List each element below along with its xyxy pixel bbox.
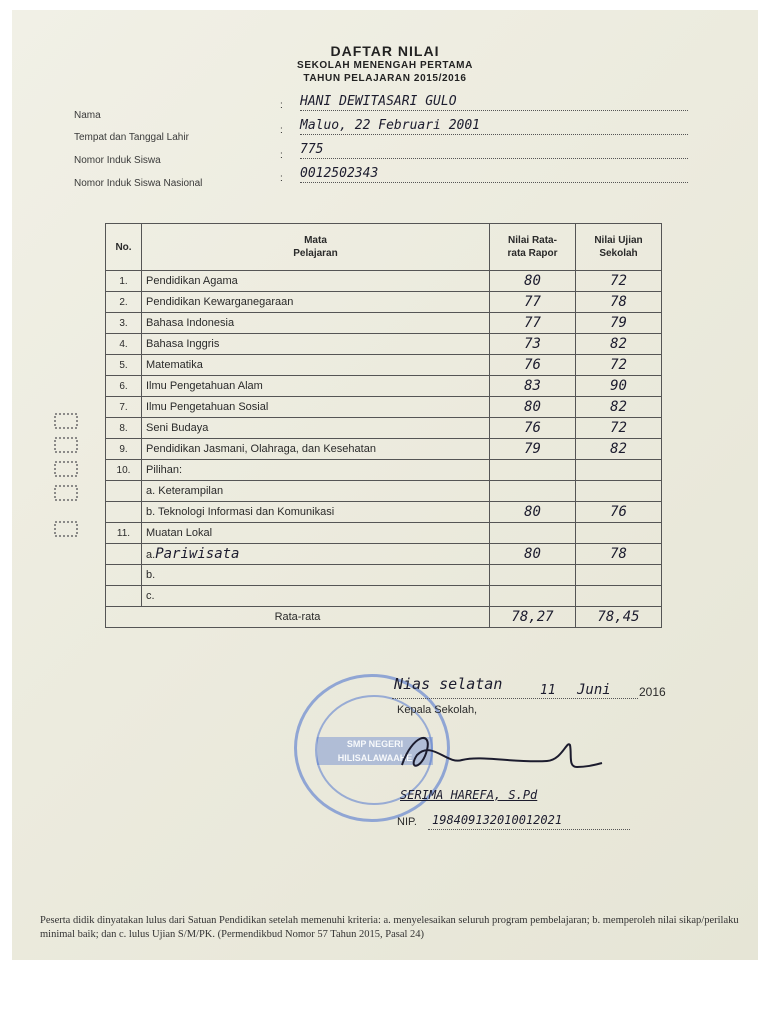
average-label: Rata-rata bbox=[106, 607, 490, 628]
row-no: 7. bbox=[106, 397, 142, 418]
value-nama: HANI DEWITASARI GULO bbox=[300, 94, 457, 109]
row-rapor bbox=[490, 586, 576, 607]
row-ujian: 90 bbox=[576, 376, 662, 397]
table-row bbox=[106, 418, 662, 439]
row-ujian: 78 bbox=[576, 292, 662, 313]
document-title: DAFTAR NILAI bbox=[330, 43, 440, 59]
row-rapor: 73 bbox=[490, 334, 576, 355]
table-row bbox=[106, 355, 662, 376]
table-header-row bbox=[106, 224, 662, 271]
row-subject bbox=[142, 586, 490, 607]
row-subject: Pendidikan Agama bbox=[142, 271, 490, 292]
row-no: 2. bbox=[106, 292, 142, 313]
row-ujian: 82 bbox=[576, 397, 662, 418]
row-ujian: 82 bbox=[576, 334, 662, 355]
table-row bbox=[106, 334, 662, 355]
sub-letter: c. bbox=[146, 590, 155, 602]
row-no-empty bbox=[106, 481, 142, 502]
signature-role: Kepala Sekolah, bbox=[397, 704, 478, 716]
stamp-line-2: HILISALAWAAHE bbox=[337, 753, 413, 763]
row-no-empty bbox=[106, 586, 142, 607]
signature-place: Nias selatan bbox=[394, 675, 503, 693]
average-ujian: 78,45 bbox=[576, 607, 662, 628]
school-level: SEKOLAH MENENGAH PERTAMA bbox=[297, 60, 473, 71]
table-row bbox=[106, 544, 662, 565]
table-row bbox=[106, 565, 662, 586]
handwritten-signature bbox=[372, 725, 612, 785]
label-nis: Nomor Induk Siswa bbox=[74, 155, 161, 166]
row-no: 9. bbox=[106, 439, 142, 460]
row-ujian: 72 bbox=[576, 355, 662, 376]
col-header-subject-2: Pelajaran bbox=[293, 248, 338, 259]
row-rapor bbox=[490, 523, 576, 544]
row-rapor: 83 bbox=[490, 376, 576, 397]
value-nis: 775 bbox=[300, 142, 324, 157]
signature-year: 2016 bbox=[639, 685, 666, 699]
row-subject bbox=[142, 544, 490, 565]
sub-letter: a. bbox=[146, 485, 156, 497]
stamp-line-1: SMP NEGERI bbox=[346, 739, 404, 749]
row-subject: Ilmu Pengetahuan Sosial bbox=[142, 397, 490, 418]
graduation-footnote: Peserta didik dinyatakan lulus dari Satuan Pendidikan setelah memenuhi kriteria: a. menyelesaikan seluruh program pembelajaran; b. memperoleh nilai sikap/perilaku minimal baik; dan c. lulus Ujian S/M/PK. (Permendikbud Nomor 57 Tahun 2015, Pasal 24) bbox=[40, 915, 739, 940]
row-subject: Bahasa Indonesia bbox=[142, 313, 490, 334]
row-subject: Pilihan: bbox=[142, 460, 490, 481]
nip-value: 198409132010012021 bbox=[432, 813, 563, 827]
row-no: 11. bbox=[106, 523, 142, 544]
table-row-muatan bbox=[106, 523, 662, 544]
label-nama: Nama bbox=[74, 110, 101, 121]
col-header-ujian-1: Nilai Ujian bbox=[594, 235, 643, 246]
row-no-empty bbox=[106, 565, 142, 586]
row-ujian bbox=[576, 460, 662, 481]
table-row-average bbox=[106, 607, 662, 628]
table-row bbox=[106, 271, 662, 292]
colon-nisn: : bbox=[280, 173, 283, 184]
row-no: 4. bbox=[106, 334, 142, 355]
col-header-rapor-1: Nilai Rata- bbox=[508, 235, 557, 246]
row-ujian: 79 bbox=[576, 313, 662, 334]
row-ujian: 76 bbox=[576, 502, 662, 523]
col-header-rapor bbox=[490, 224, 576, 271]
nip-dotted-line bbox=[428, 829, 630, 830]
col-header-subject bbox=[142, 224, 490, 271]
principal-name: SERIMA HAREFA, S.Pd bbox=[400, 788, 538, 802]
dotted-line-nama bbox=[300, 110, 688, 111]
sub-letter: b. bbox=[146, 569, 156, 581]
table-row bbox=[106, 397, 662, 418]
row-subject bbox=[142, 565, 490, 586]
row-rapor bbox=[490, 565, 576, 586]
sub-letter: b. bbox=[146, 506, 156, 518]
row-ujian: 78 bbox=[576, 544, 662, 565]
table-row bbox=[106, 586, 662, 607]
sub-subject: Pariwisata bbox=[155, 546, 240, 562]
col-header-ujian bbox=[576, 224, 662, 271]
row-ujian bbox=[576, 523, 662, 544]
row-rapor: 76 bbox=[490, 355, 576, 376]
nip-label: NIP. bbox=[397, 816, 417, 828]
row-subject: Ilmu Pengetahuan Alam bbox=[142, 376, 490, 397]
table-row bbox=[106, 292, 662, 313]
row-ujian: 72 bbox=[576, 271, 662, 292]
row-rapor: 80 bbox=[490, 502, 576, 523]
row-subject: Pendidikan Kewarganegaraan bbox=[142, 292, 490, 313]
row-rapor bbox=[490, 481, 576, 502]
label-ttl: Tempat dan Tanggal Lahir bbox=[74, 132, 189, 143]
row-subject: Pendidikan Jasmani, Olahraga, dan Kesehatan bbox=[142, 439, 490, 460]
table-row bbox=[106, 439, 662, 460]
col-header-rapor-2: rata Rapor bbox=[507, 248, 558, 259]
col-header-ujian-2: Sekolah bbox=[599, 248, 638, 259]
row-subject: Bahasa Inggris bbox=[142, 334, 490, 355]
row-rapor: 77 bbox=[490, 292, 576, 313]
grades-table bbox=[105, 223, 662, 628]
signature-day: 11 bbox=[540, 683, 556, 698]
dotted-line-nis bbox=[300, 158, 688, 159]
row-ujian bbox=[576, 565, 662, 586]
row-rapor: 77 bbox=[490, 313, 576, 334]
row-rapor: 80 bbox=[490, 397, 576, 418]
row-subject bbox=[142, 502, 490, 523]
row-subject: Muatan Lokal bbox=[142, 523, 490, 544]
sub-subject: Keterampilan bbox=[158, 485, 224, 497]
row-rapor: 76 bbox=[490, 418, 576, 439]
value-nisn: 0012502343 bbox=[300, 166, 379, 181]
row-no: 8. bbox=[106, 418, 142, 439]
row-rapor: 80 bbox=[490, 271, 576, 292]
table-row bbox=[106, 376, 662, 397]
table-row bbox=[106, 313, 662, 334]
row-no: 6. bbox=[106, 376, 142, 397]
row-ujian bbox=[576, 586, 662, 607]
dotted-line-ttl bbox=[300, 134, 688, 135]
row-no: 3. bbox=[106, 313, 142, 334]
row-subject bbox=[142, 481, 490, 502]
row-ujian bbox=[576, 481, 662, 502]
row-no: 1. bbox=[106, 271, 142, 292]
table-row bbox=[106, 481, 662, 502]
dotted-line-nisn bbox=[300, 182, 688, 183]
row-subject: Matematika bbox=[142, 355, 490, 376]
row-no-empty bbox=[106, 544, 142, 565]
row-rapor bbox=[490, 460, 576, 481]
col-header-no: No. bbox=[106, 224, 142, 271]
document-sheet bbox=[12, 10, 758, 960]
row-no: 10. bbox=[106, 460, 142, 481]
table-row-pilihan bbox=[106, 460, 662, 481]
row-subject: Seni Budaya bbox=[142, 418, 490, 439]
average-rapor: 78,27 bbox=[490, 607, 576, 628]
row-no-empty bbox=[106, 502, 142, 523]
signature-month: Juni bbox=[577, 682, 611, 698]
binder-holes-decoration bbox=[47, 410, 87, 550]
table-row bbox=[106, 502, 662, 523]
sub-subject: Teknologi Informasi dan Komunikasi bbox=[158, 506, 335, 518]
col-header-subject-1: Mata bbox=[304, 235, 327, 246]
row-rapor: 79 bbox=[490, 439, 576, 460]
value-ttl: Maluo, 22 Februari 2001 bbox=[300, 118, 481, 133]
row-no: 5. bbox=[106, 355, 142, 376]
label-nisn: Nomor Induk Siswa Nasional bbox=[74, 178, 203, 189]
sub-letter: a. bbox=[146, 549, 156, 561]
row-ujian: 82 bbox=[576, 439, 662, 460]
academic-year: TAHUN PELAJARAN 2015/2016 bbox=[303, 73, 467, 84]
signature-date-dotted-line bbox=[392, 698, 638, 699]
colon-ttl: : bbox=[280, 125, 283, 136]
colon-nama: : bbox=[280, 100, 283, 111]
colon-nis: : bbox=[280, 150, 283, 161]
row-rapor: 80 bbox=[490, 544, 576, 565]
row-ujian: 72 bbox=[576, 418, 662, 439]
